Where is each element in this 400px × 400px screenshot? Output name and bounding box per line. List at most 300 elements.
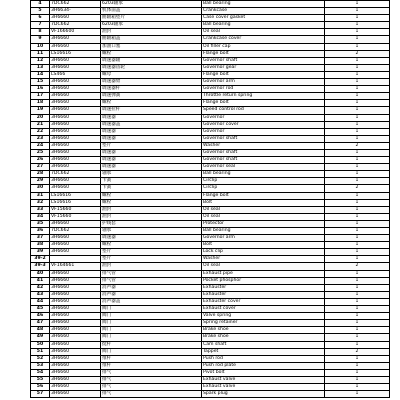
chinese-name: 机体前盖	[101, 8, 202, 15]
part-number: 3H6634-	[50, 8, 101, 15]
quantity: 1	[325, 376, 390, 383]
table-row	[31, 107, 390, 114]
english-name: Brake shoe	[202, 334, 325, 341]
chinese-name: 调速器	[101, 149, 202, 156]
row-number: 5	[31, 8, 50, 15]
chinese-name: 调速器杆	[101, 86, 202, 93]
quantity: 2	[325, 263, 390, 270]
quantity: 1	[325, 391, 390, 398]
row-number: 50	[31, 341, 50, 348]
english-name: Oil seal	[202, 29, 325, 36]
quantity: 1	[325, 86, 390, 93]
chinese-name: 螺母	[101, 71, 202, 78]
english-name: Governor cover	[202, 121, 325, 128]
row-number: 25	[31, 149, 50, 156]
table-row	[31, 36, 390, 43]
part-number: 3H6660	[50, 57, 101, 64]
table-row	[31, 298, 390, 305]
english-name: Governor seal	[202, 164, 325, 171]
quantity: 1	[325, 256, 390, 263]
english-name: Governor	[202, 128, 325, 135]
english-name: Exhauster cover	[202, 298, 325, 305]
row-number: 53	[31, 362, 50, 369]
part-number: 3H6660	[50, 362, 101, 369]
part-number: 3H6660	[50, 43, 101, 50]
part-number: LS16616	[50, 50, 101, 57]
chinese-name: 调速器	[101, 114, 202, 121]
part-number: 3H6660	[50, 384, 101, 391]
table-row	[31, 249, 390, 256]
row-number: 19	[31, 107, 50, 114]
english-name: Flange bolt	[202, 50, 325, 57]
part-number: 3H6660	[50, 121, 101, 128]
row-number: 11	[31, 50, 50, 57]
part-number: 3H6660	[50, 249, 101, 256]
english-name: Ball bearing	[202, 171, 325, 178]
english-name: Oil seal	[202, 206, 325, 213]
table-row	[31, 142, 390, 149]
quantity: 1	[325, 36, 390, 43]
quantity: 2	[325, 185, 390, 192]
part-number: 3H6660	[50, 220, 101, 227]
quantity: 1	[325, 135, 390, 142]
row-number: 41	[31, 277, 50, 284]
english-name: Governor arm	[202, 235, 325, 242]
row-number: 9	[31, 36, 50, 43]
table-row	[31, 29, 390, 36]
quantity: 1	[325, 15, 390, 22]
row-number: 26	[31, 157, 50, 164]
table-row	[31, 171, 390, 178]
quantity: 1	[325, 22, 390, 29]
quantity: 1	[325, 306, 390, 313]
english-name: Oil filler cap	[202, 43, 325, 50]
row-number: 6	[31, 15, 50, 22]
table-row	[31, 213, 390, 220]
english-name: Push rod plate	[202, 362, 325, 369]
quantity: 1	[325, 235, 390, 242]
part-number: 3H6660	[50, 178, 101, 185]
row-number: 42	[31, 284, 50, 291]
row-number: 38	[31, 242, 50, 249]
quantity: 1	[325, 327, 390, 334]
chinese-name: 油封	[101, 29, 202, 36]
part-number: 3H6660	[50, 277, 101, 284]
row-number: 40	[31, 270, 50, 277]
table-row	[31, 313, 390, 320]
table-row	[31, 114, 390, 121]
english-name: Governor	[202, 114, 325, 121]
row-number: 7	[31, 22, 50, 29]
table-row	[31, 384, 390, 391]
parts-table	[30, 0, 390, 398]
part-number: 3H6660	[50, 79, 101, 86]
english-name: Oil seal	[202, 263, 325, 270]
part-number: 3H6660	[50, 107, 101, 114]
table-row	[31, 263, 390, 270]
part-number: LS16616	[50, 192, 101, 199]
english-name: Bolt	[202, 199, 325, 206]
part-number: VF15660	[50, 213, 101, 220]
table-row	[31, 270, 390, 277]
quantity: 1	[325, 249, 390, 256]
quantity: 2	[325, 50, 390, 57]
chinese-name: 曲轴箱盖	[101, 36, 202, 43]
table-row	[31, 135, 390, 142]
row-number: 56	[31, 384, 50, 391]
part-number: 3H6660	[50, 320, 101, 327]
english-name: Throttle return spring	[202, 93, 325, 100]
quantity: 1	[325, 157, 390, 164]
table-row	[31, 284, 390, 291]
part-number: 3H6660	[50, 149, 101, 156]
chinese-name: 消声器盖	[101, 298, 202, 305]
table-row	[31, 327, 390, 334]
english-name: Flange bolt	[202, 71, 325, 78]
english-name: Spark plug	[202, 391, 325, 398]
table-row	[31, 164, 390, 171]
quantity: 1	[325, 164, 390, 171]
quantity: 1	[325, 313, 390, 320]
row-number: 51	[31, 348, 50, 355]
chinese-name: 挺杆	[101, 341, 202, 348]
part-number: 3H6660	[50, 355, 101, 362]
english-name: Washer	[202, 256, 325, 263]
quantity: 1	[325, 228, 390, 235]
part-number: 3H6660	[50, 306, 101, 313]
table-row	[31, 149, 390, 156]
quantity: 1	[325, 71, 390, 78]
english-name: Crankcase	[202, 8, 325, 15]
table-row	[31, 64, 390, 71]
quantity: 1	[325, 206, 390, 213]
chinese-name: 阀门	[101, 306, 202, 313]
english-name: Circlip	[202, 185, 325, 192]
chinese-name: 阀门	[101, 313, 202, 320]
table-row	[31, 128, 390, 135]
table-row	[31, 376, 390, 383]
english-name: Exhauster	[202, 291, 325, 298]
english-name: Pivot bolt	[202, 369, 325, 376]
quantity: 1	[325, 277, 390, 284]
table-row	[31, 235, 390, 242]
english-name: Speed control rod	[202, 107, 325, 114]
chinese-name: 排气	[101, 391, 202, 398]
english-name: Washer	[202, 142, 325, 149]
english-name: Ball bearing	[202, 228, 325, 235]
row-number: 43	[31, 291, 50, 298]
chinese-name: 调速器	[101, 164, 202, 171]
row-number: 45	[31, 306, 50, 313]
chinese-name: 调速器	[101, 128, 202, 135]
english-name: Flange bolt	[202, 192, 325, 199]
part-number: 3H6660	[50, 128, 101, 135]
row-number: 37	[31, 235, 50, 242]
chinese-name: 油封	[101, 206, 202, 213]
table-row	[31, 71, 390, 78]
quantity: 1	[325, 242, 390, 249]
row-number: 55	[31, 376, 50, 383]
quantity: 1	[325, 270, 390, 277]
quantity: 1	[325, 1, 390, 8]
english-name: Exhaust pipe	[202, 270, 325, 277]
chinese-name: 排气	[101, 369, 202, 376]
quantity: 1	[325, 171, 390, 178]
part-number: 3H6660	[50, 391, 101, 398]
table-row	[31, 291, 390, 298]
table-row	[31, 157, 390, 164]
table-row	[31, 43, 390, 50]
part-number: 3H6660	[50, 291, 101, 298]
quantity: 1	[325, 334, 390, 341]
row-number: 12	[31, 57, 50, 64]
row-number: 29	[31, 178, 50, 185]
row-number: 32	[31, 199, 50, 206]
chinese-name: 螺栓	[101, 50, 202, 57]
chinese-name: 6203轴承	[101, 1, 202, 8]
table-row	[31, 121, 390, 128]
row-number: 24	[31, 142, 50, 149]
quantity: 1	[325, 43, 390, 50]
quantity: 1	[325, 114, 390, 121]
chinese-name: 螺栓	[101, 199, 202, 206]
row-number: 36	[31, 228, 50, 235]
table-row	[31, 242, 390, 249]
row-number: 18	[31, 100, 50, 107]
table-row	[31, 256, 390, 263]
part-number: 3H6660	[50, 93, 101, 100]
row-number: 52	[31, 355, 50, 362]
row-number: 20	[31, 114, 50, 121]
row-number: 21	[31, 121, 50, 128]
quantity: 2	[325, 142, 390, 149]
row-number: 15	[31, 79, 50, 86]
parts-list-sheet	[30, 0, 376, 398]
chinese-name: 油封	[101, 213, 202, 220]
table-row	[31, 15, 390, 22]
row-number: 17	[31, 93, 50, 100]
quantity: 1	[325, 121, 390, 128]
part-number: 3H6660	[50, 15, 101, 22]
chinese-name: 曲轴箱垫片	[101, 15, 202, 22]
row-number: 34	[31, 213, 50, 220]
part-number: 3H6660	[50, 36, 101, 43]
chinese-name: 消声器	[101, 291, 202, 298]
table-row	[31, 178, 390, 185]
chinese-name: 阀门	[101, 320, 202, 327]
quantity: 2	[325, 348, 390, 355]
quantity: 1	[325, 320, 390, 327]
english-name: Lock clip	[202, 249, 325, 256]
table-row	[31, 192, 390, 199]
part-number: 3H6660	[50, 242, 101, 249]
part-number: 3H6660	[50, 135, 101, 142]
quantity: 1	[325, 384, 390, 391]
table-row	[31, 100, 390, 107]
chinese-name: 阀门	[101, 334, 202, 341]
chinese-name: 调速器盖	[101, 121, 202, 128]
chinese-name: 调速器齿轮	[101, 64, 202, 71]
quantity: 1	[325, 355, 390, 362]
chinese-name: 垫片	[101, 142, 202, 149]
quantity: 1	[325, 199, 390, 206]
chinese-name: 螺栓	[101, 100, 202, 107]
english-name: Governor shaft	[202, 157, 325, 164]
table-row	[31, 50, 390, 57]
chinese-name: 调速弹簧	[101, 93, 202, 100]
part-number: 7DC662	[50, 1, 101, 8]
row-number: 22	[31, 128, 50, 135]
row-number: 30	[31, 185, 50, 192]
part-number: 3H6660	[50, 86, 101, 93]
chinese-name: 护线套	[101, 220, 202, 227]
quantity: 1	[325, 192, 390, 199]
chinese-name: 推杆	[101, 362, 202, 369]
part-number: 3H6660	[50, 327, 101, 334]
row-number: 14	[31, 71, 50, 78]
english-name: Governor gear	[202, 64, 325, 71]
quantity: 1	[325, 64, 390, 71]
chinese-name: 螺栓	[101, 192, 202, 199]
english-name: Spring retainer	[202, 320, 325, 327]
quantity: 1	[325, 128, 390, 135]
english-name: Protector	[202, 220, 325, 227]
english-name: Cam shaft	[202, 341, 325, 348]
row-number: 54	[31, 369, 50, 376]
chinese-name: 油封	[101, 263, 202, 270]
row-number: 28	[31, 171, 50, 178]
quantity: 1	[325, 291, 390, 298]
row-number: 39-2	[31, 256, 50, 263]
part-number: 3H6660	[50, 100, 101, 107]
table-row	[31, 369, 390, 376]
row-number: 57	[31, 391, 50, 398]
table-row	[31, 57, 390, 64]
quantity: 1	[325, 107, 390, 114]
row-number: 23	[31, 135, 50, 142]
table-row	[31, 362, 390, 369]
english-name: Brake shoe	[202, 327, 325, 334]
part-number: 7DC662	[50, 171, 101, 178]
part-number: 3H6660	[50, 164, 101, 171]
part-number: 7DC662	[50, 22, 101, 29]
table-row	[31, 220, 390, 227]
english-name: Exhaust cover	[202, 306, 325, 313]
english-name: Flange bolt	[202, 100, 325, 107]
part-number: 3H6660	[50, 334, 101, 341]
table-row	[31, 228, 390, 235]
chinese-name: 加油口塞	[101, 43, 202, 50]
row-number: 44	[31, 298, 50, 305]
table-row	[31, 341, 390, 348]
row-number: 39	[31, 249, 50, 256]
chinese-name: 卡簧	[101, 185, 202, 192]
table-row	[31, 334, 390, 341]
part-number: VF164661	[50, 263, 101, 270]
row-number: 49	[31, 334, 50, 341]
part-number: 3H6660	[50, 185, 101, 192]
chinese-name: 排气管	[101, 270, 202, 277]
table-row	[31, 277, 390, 284]
chinese-name: 推杆	[101, 355, 202, 362]
part-number: LS466	[50, 71, 101, 78]
quantity: 1	[325, 149, 390, 156]
part-number: 3H6660	[50, 114, 101, 121]
row-number: 13	[31, 64, 50, 71]
english-name: Governor shaft	[202, 135, 325, 142]
row-number: 47	[31, 320, 50, 327]
table-row	[31, 185, 390, 192]
part-number: 3H6660	[50, 284, 101, 291]
english-name: Push rod	[202, 355, 325, 362]
english-name: Governor rod	[202, 86, 325, 93]
row-number: 27	[31, 164, 50, 171]
quantity: 1	[325, 362, 390, 369]
chinese-name: 消声器	[101, 284, 202, 291]
part-number: 3H6660	[50, 369, 101, 376]
table-row	[31, 22, 390, 29]
chinese-name: 6203轴承	[101, 22, 202, 29]
chinese-name: 轴承	[101, 171, 202, 178]
chinese-name: 调速器臂	[101, 79, 202, 86]
quantity: 1	[325, 178, 390, 185]
chinese-name: 阀门	[101, 327, 202, 334]
part-number: 3H6660	[50, 298, 101, 305]
quantity: 1	[325, 213, 390, 220]
quantity: 1	[325, 298, 390, 305]
chinese-name: 垫片	[101, 249, 202, 256]
part-number: 3H6660	[50, 235, 101, 242]
quantity: 1	[325, 29, 390, 36]
english-name: Governor arm	[202, 79, 325, 86]
part-number: 3H6660	[50, 142, 101, 149]
english-name: Valve spring	[202, 313, 325, 320]
english-name: Crankcase cover	[202, 36, 325, 43]
english-name: Ball bearing	[202, 1, 325, 8]
table-row	[31, 320, 390, 327]
part-number: 3H6660	[50, 157, 101, 164]
part-number: 3H6660	[50, 341, 101, 348]
chinese-name: 卡簧	[101, 178, 202, 185]
chinese-name: 调速器轴	[101, 57, 202, 64]
parts-table-body	[31, 1, 390, 398]
part-number: 3H6660	[50, 270, 101, 277]
row-number: 31	[31, 192, 50, 199]
table-row	[31, 306, 390, 313]
english-name: Case cover gasket	[202, 15, 325, 22]
table-row	[31, 86, 390, 93]
row-number: 48	[31, 327, 50, 334]
english-name: Circlip	[202, 178, 325, 185]
quantity: 1	[325, 8, 390, 15]
part-number: LS16616	[50, 199, 101, 206]
chinese-name: 调速器	[101, 157, 202, 164]
chinese-name: 排气	[101, 376, 202, 383]
quantity: 1	[325, 57, 390, 64]
chinese-name: 调速器	[101, 135, 202, 142]
chinese-name: 阀门	[101, 348, 202, 355]
english-name: Oil seal	[202, 213, 325, 220]
part-number: 3H6660	[50, 313, 101, 320]
english-name: Exhaust valve	[202, 384, 325, 391]
row-number: 33	[31, 206, 50, 213]
part-number: 3H6660	[50, 64, 101, 71]
quantity: 1	[325, 100, 390, 107]
row-number: 4	[31, 1, 50, 8]
row-number: 46	[31, 313, 50, 320]
row-number: 8	[31, 29, 50, 36]
table-row	[31, 391, 390, 398]
